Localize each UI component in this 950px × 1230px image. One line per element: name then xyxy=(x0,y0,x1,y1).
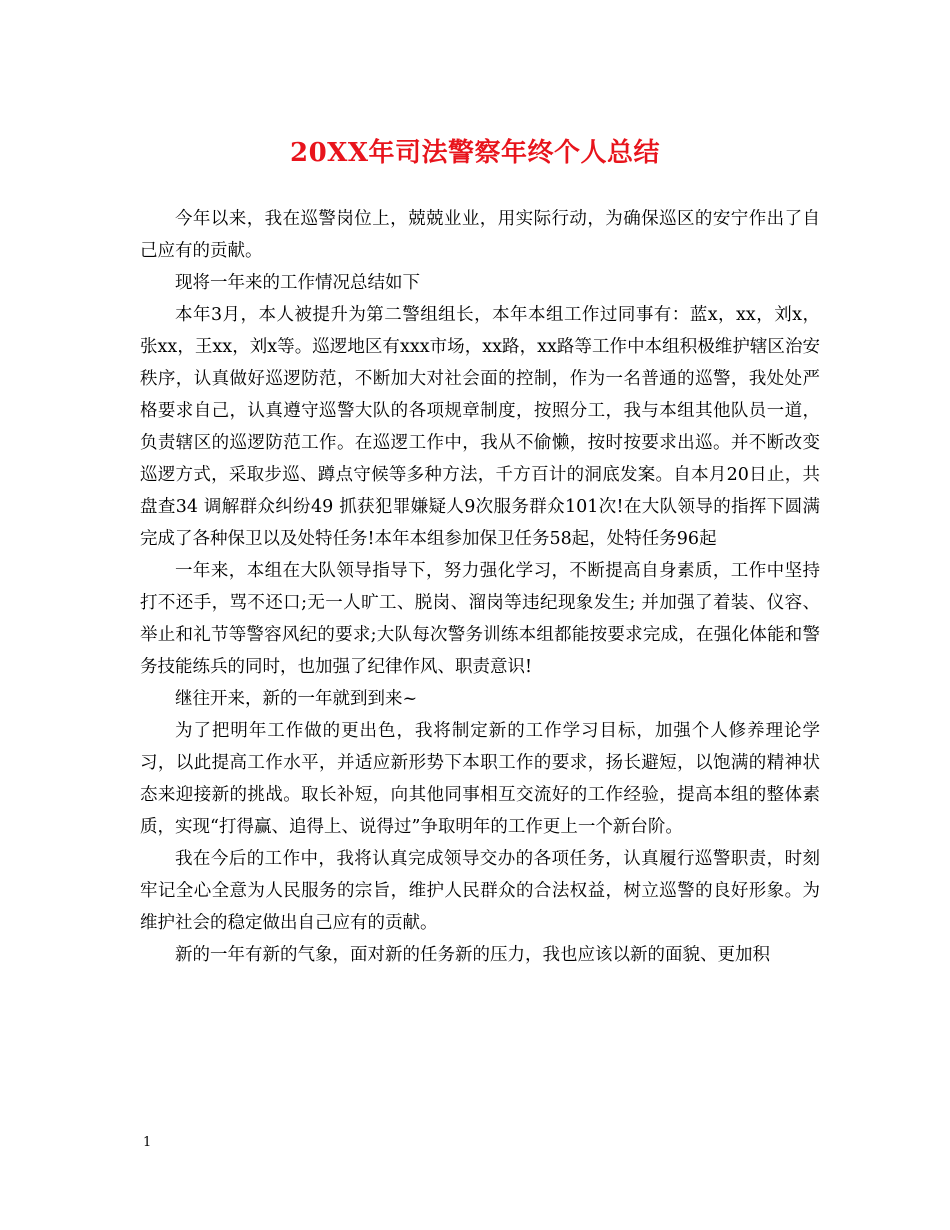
paragraph: 继往开来，新的一年就到到来~ xyxy=(175,689,418,709)
page-number: 1 xyxy=(143,1135,152,1150)
paragraph: 我在今后的工作中，我将认真完成领导交办的各项任务，认真履行巡警职责，时刻牢记全心全意为人民服务的宗旨，维护人民群众的合法权益，树立巡警的良好形象。为维护社会的稳定做出自己应有的贡献。 xyxy=(140,849,820,933)
paragraph: 今年以来，我在巡警岗位上，兢兢业业，用实际行动，为确保巡区的安宁作出了自己应有的贡献。 xyxy=(140,209,820,261)
paragraph: 一年来，本组在大队领导指导下，努力强化学习，不断提高自身素质，工作中坚持打不还手，骂不还口;无一人旷工、脱岗、溜岗等违纪现象发生; 并加强了着装、仪容、举止和礼节等警容风纪的要求;大队每次警务训练本组都能按要求完成，在强化体能和警务技能练兵的同时，也加强了纪律作风、职责意识! xyxy=(140,561,820,677)
document-body xyxy=(140,203,820,971)
paragraph: 现将一年来的工作情况总结如下 xyxy=(175,273,420,293)
document-title: 20XX年司法警察年终个人总结 xyxy=(289,138,661,168)
paragraph: 新的一年有新的气象，面对新的任务新的压力，我也应该以新的面貌、更加积 xyxy=(175,945,770,965)
paragraph: 为了把明年工作做的更出色，我将制定新的工作学习目标，加强个人修养理论学习，以此提高工作水平，并适应新形势下本职工作的要求，扬长避短，以饱满的精神状态来迎接新的挑战。取长补短，向其他同事相互交流好的工作经验，提高本组的整体素质，实现“打得赢、追得上、说得过”争取明年的工作更上一个新台阶。 xyxy=(140,721,820,837)
paragraph: 本年3月，本人被提升为第二警组组长，本年本组工作过同事有：蓝x，xx，刘x，张xx，王xx，刘x等。巡逻地区有xxx市场，xx路，xx路等工作中本组积极维护辖区治安秩序，认真做好巡逻防范，不断加大对社会面的控制，作为一名普通的巡警，我处处严格要求自己，认真遵守巡警大队的各项规章制度，按照分工，我与本组其他队员一道，负责辖区的巡逻防范工作。在巡逻工作中，我从不偷懒，按时按要求出巡。并不断改变巡逻方式，采取步巡、蹲点守候等多种方法，千方百计的洞底发案。自本月20日止，共盘查34 调解群众纠纷49 抓获犯罪嫌疑人9次服务群众101次!在大队领导的指挥下圆满完成了各种保卫以及处特任务!本年本组参加保卫任务58起，处特任务96起 xyxy=(140,305,820,549)
